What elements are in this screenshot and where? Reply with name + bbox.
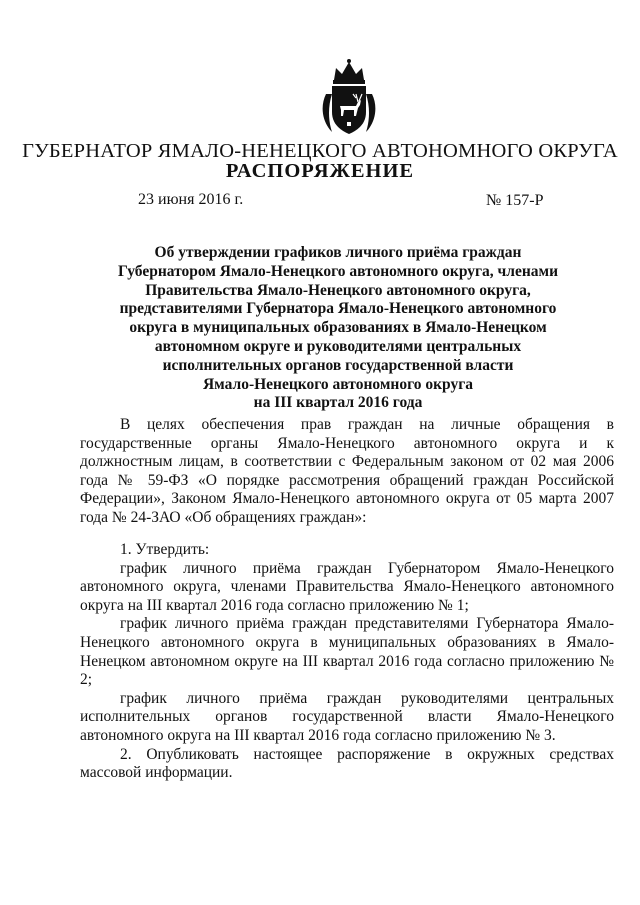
item-1c-paragraph: график личного приёма граждан руководителями центральных исполнительных органов государственной власти Ямало-Ненецкого автономного округа на III квартал 2016 года согласно приложению № 3. bbox=[80, 689, 614, 744]
title-line: Об утверждении графиков личного приёма граждан bbox=[154, 244, 522, 261]
title-line: исполнительных органов государственной власти bbox=[162, 356, 514, 374]
document-date: 23 июня 2016 г. bbox=[138, 191, 244, 208]
title-line: Ямало-Ненецкого автономного округа bbox=[202, 375, 473, 393]
document-title bbox=[90, 244, 586, 413]
preamble-paragraph: В целях обеспечения прав граждан на личные обращения в государственные органы Ямало-Ненецкого автономного округа и к должностным лицам, в соответствии с Федеральным законом от 02 мая 2006 года № 59-ФЗ «О порядке рассмотрения обращений граждан Российской Федерации», Законом Ямало-Ненецкого автономного округа от 05 марта 2007 года № 24-ЗАО «Об обращениях граждан»: bbox=[80, 416, 614, 526]
item-2-paragraph: 2. Опубликовать настоящее распоряжение в окружных средствах массовой информации. bbox=[80, 745, 614, 782]
title-line: округа в муниципальных образованиях в Ямало-Ненецком bbox=[129, 319, 547, 337]
item-1-heading: 1. Утвердить: bbox=[120, 541, 210, 558]
title-line: на III квартал 2016 года bbox=[253, 394, 423, 412]
operative-section bbox=[80, 541, 614, 783]
title-line: Правительства Ямало-Ненецкого автономного округа, bbox=[145, 281, 531, 299]
document-type-heading: РАСПОРЯЖЕНИЕ bbox=[225, 160, 415, 182]
document-number: № 157-Р bbox=[486, 192, 544, 209]
item-1b-paragraph: график личного приёма граждан представителями Губернатора Ямало-Ненецкого автономного округа в муниципальных образованиях в Ямало-Ненецком автономном округе на III квартал 2016 года согласно приложению № 2; bbox=[80, 615, 614, 689]
title-line: представителями Губернатора Ямало-Ненецкого автономного bbox=[119, 300, 557, 318]
title-line: автономном округе и руководителями центральных bbox=[154, 337, 522, 355]
preamble-section bbox=[80, 416, 614, 528]
yamal-coat-of-arms-icon bbox=[318, 58, 380, 138]
item-1a-paragraph: график личного приёма граждан Губернатором Ямало-Ненецкого автономного округа, членами Правительства Ямало-Ненецкого автономного округа на III квартал 2016 года согласно приложению № 1; bbox=[80, 559, 614, 614]
issuing-authority: ГУБЕРНАТОР ЯМАЛО-НЕНЕЦКОГО АВТОНОМНОГО ОКРУГА bbox=[22, 140, 618, 162]
title-line: Губернатором Ямало-Ненецкого автономного округа, членами bbox=[117, 262, 559, 280]
